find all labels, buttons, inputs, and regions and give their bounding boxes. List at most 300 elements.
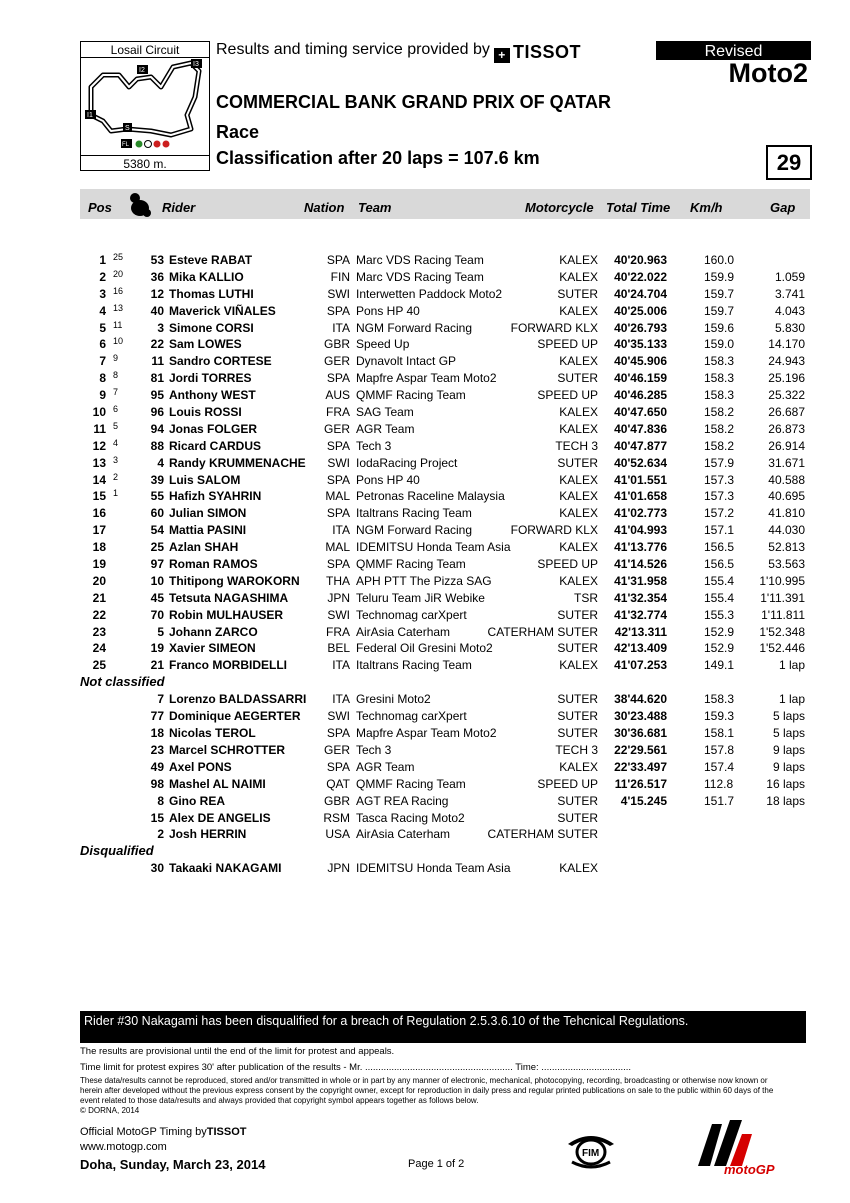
motorcycle-rider-icon (124, 189, 154, 219)
cell-pos: 15 (92, 489, 106, 504)
cell-name: Simone CORSI (169, 320, 254, 335)
cell-moto: SPEED UP (537, 337, 598, 352)
swiss-cross-icon: + (494, 48, 510, 63)
cell-time: 41'14.526 (614, 557, 667, 572)
cell-num: 5 (157, 624, 164, 639)
cell-gap: 3.741 (774, 286, 805, 301)
cell-kmh: 152.9 (704, 624, 735, 639)
cell-nat: ITA (332, 523, 350, 538)
cell-grid: 8 (113, 370, 119, 381)
cell-time: 41'13.776 (614, 540, 667, 555)
cell-moto: CATERHAM SUTER (487, 624, 598, 639)
cell-time: 41'32.774 (614, 607, 667, 622)
cell-name: Julian SIMON (169, 506, 247, 521)
cell-time: 42'13.409 (614, 641, 667, 656)
cell-grid: 13 (113, 302, 124, 313)
cell-name: Josh HERRIN (169, 827, 247, 842)
revised-badge: Revised (656, 41, 811, 60)
cell-name: Louis ROSSI (169, 405, 242, 420)
table-row (80, 776, 810, 793)
cell-kmh: 158.2 (704, 421, 735, 436)
cell-num: 19 (150, 641, 164, 656)
cell-moto: KALEX (559, 405, 598, 420)
cell-pos: 10 (92, 405, 106, 420)
cell-kmh: 156.5 (704, 540, 735, 555)
cell-nat: ITA (332, 320, 350, 335)
cell-name: Jordi TORRES (169, 371, 252, 386)
table-row (80, 286, 810, 303)
event-date: Doha, Sunday, March 23, 2014 (80, 1157, 266, 1172)
cell-kmh: 158.3 (704, 388, 735, 403)
cell-time: 40'24.704 (614, 286, 667, 301)
cell-gap: 14.170 (768, 337, 805, 352)
cell-num: 96 (150, 405, 164, 420)
cell-num: 7 (157, 692, 164, 707)
col-total-time: Total Time (606, 200, 671, 215)
sector-label-i3: I3 (193, 61, 199, 68)
timing-brand: TISSOT (206, 1126, 247, 1138)
table-row (80, 404, 810, 421)
start-label: S (125, 125, 130, 132)
cell-gap: 26.687 (768, 405, 805, 420)
results-table (80, 252, 810, 877)
table-row (80, 455, 810, 472)
cell-name: Esteve RABAT (169, 253, 253, 267)
cell-nat: SPA (326, 726, 350, 741)
cell-pos: 18 (92, 540, 106, 555)
cell-kmh: 157.1 (704, 523, 735, 538)
cell-nat: FRA (326, 624, 350, 639)
cell-kmh: 159.7 (704, 303, 735, 318)
cell-kmh: 155.4 (704, 573, 735, 588)
website-link[interactable]: www.motogp.com (80, 1141, 167, 1153)
cell-gap: 1'11.811 (761, 607, 805, 622)
cell-pos: 25 (92, 658, 106, 673)
tissot-logo: + TISSOT (494, 42, 581, 63)
cell-nat: ITA (332, 692, 350, 707)
cell-time: 40'26.793 (614, 320, 667, 335)
cell-team: Mapfre Aspar Team Moto2 (356, 726, 497, 741)
circuit-name: Losail Circuit (80, 41, 210, 58)
cell-name: Maverick VIÑALES (169, 303, 276, 318)
cell-team: Teluru Team JiR Webike (356, 590, 485, 605)
event-title: COMMERCIAL BANK GRAND PRIX OF QATAR (216, 92, 611, 112)
cell-nat: GBR (323, 793, 350, 808)
cell-name: Takaaki NAKAGAMI (169, 861, 282, 876)
document-number: 29 (766, 145, 812, 180)
cell-nat: BEL (327, 641, 350, 656)
cell-team: Interwetten Paddock Moto2 (356, 286, 503, 301)
cell-team: Federal Oil Gresini Moto2 (356, 641, 493, 656)
cell-nat: GBR (323, 337, 350, 352)
provisional-notice: The results are provisional until the end of the limit for protest and appeals. (80, 1046, 395, 1057)
cell-gap: 4.043 (774, 303, 805, 318)
cell-team: NGM Forward Racing (356, 523, 473, 538)
cell-nat: AUS (325, 388, 350, 403)
cell-pos: 16 (92, 506, 106, 521)
cell-grid: 10 (113, 336, 124, 347)
cell-nat: SWI (327, 286, 350, 301)
cell-moto: KALEX (559, 354, 598, 369)
cell-kmh: 159.6 (704, 320, 735, 335)
table-row (80, 353, 810, 370)
cell-grid: 4 (113, 437, 119, 448)
cell-time: 22'33.497 (614, 759, 667, 774)
cell-gap: 24.943 (768, 354, 805, 369)
table-row (80, 725, 810, 742)
cell-num: 11 (151, 354, 164, 369)
cell-pos: 9 (99, 388, 106, 403)
disqualified-heading-label: Disqualified (80, 843, 154, 859)
sector-label-i1: I1 (87, 112, 93, 119)
col-motorcycle: Motorcycle (525, 200, 594, 215)
cell-num: 21 (150, 658, 164, 673)
cell-moto: KALEX (559, 759, 598, 774)
cell-pos: 21 (92, 590, 106, 605)
cell-num: 55 (150, 489, 164, 504)
table-row (80, 759, 810, 776)
table-row (80, 607, 810, 624)
cell-time: 40'46.159 (614, 371, 667, 386)
cell-pos: 19 (92, 557, 106, 572)
cell-moto: KALEX (559, 489, 598, 504)
circuit-map-drawing (81, 57, 209, 155)
cell-nat: GER (323, 421, 350, 436)
cell-name: Marcel SCHROTTER (169, 742, 286, 757)
cell-pos: 24 (92, 641, 106, 656)
cell-grid: 16 (113, 285, 124, 296)
cell-num: 77 (150, 709, 164, 724)
cell-time: 30'36.681 (614, 726, 667, 741)
cell-team: QMMF Racing Team (356, 557, 466, 572)
cell-nat: JPN (327, 861, 350, 876)
table-row (80, 793, 810, 810)
cell-name: Johann ZARCO (169, 624, 258, 639)
cell-name: Roman RAMOS (169, 557, 258, 572)
cell-time: 11'26.517 (614, 776, 667, 791)
cell-gap: 1'11.391 (760, 590, 805, 605)
cell-kmh: 158.3 (704, 354, 735, 369)
cell-moto: KALEX (559, 658, 598, 673)
cell-nat: THA (326, 573, 350, 588)
cell-gap: 1.059 (774, 269, 805, 284)
cell-nat: GER (323, 354, 350, 369)
cell-gap: 52.813 (768, 540, 805, 555)
cell-name: Sandro CORTESE (169, 354, 272, 369)
cell-name: Robin MULHAUSER (169, 607, 283, 622)
cell-kmh: 156.5 (704, 557, 735, 572)
cell-time: 40'20.963 (614, 253, 667, 267)
col-pos: Pos (88, 200, 112, 215)
cell-moto: KALEX (559, 573, 598, 588)
cell-kmh: 160.0 (704, 253, 735, 267)
cell-name: Jonas FOLGER (169, 421, 258, 436)
cell-nat: JPN (327, 590, 350, 605)
cell-time: 41'32.354 (614, 590, 667, 605)
cell-pos: 13 (92, 455, 106, 470)
col-nation: Nation (304, 200, 345, 215)
cell-kmh: 158.2 (704, 405, 735, 420)
cell-num: 15 (150, 810, 164, 825)
sector-label-i2: I2 (139, 67, 145, 74)
cell-num: 60 (150, 506, 164, 521)
cell-team: Mapfre Aspar Team Moto2 (356, 371, 497, 386)
table-row (80, 370, 810, 387)
cell-team: Italtrans Racing Team (356, 658, 472, 673)
cell-team: AirAsia Caterham (356, 827, 451, 842)
cell-kmh: 157.4 (704, 759, 735, 774)
cell-nat: SWI (327, 607, 350, 622)
cell-gap: 41.810 (768, 506, 805, 521)
cell-moto: KALEX (559, 421, 598, 436)
cell-num: 98 (150, 776, 164, 791)
cell-moto: KALEX (559, 253, 598, 267)
copyright-notice (80, 1076, 780, 1116)
table-row (80, 624, 810, 641)
cell-moto: TECH 3 (555, 438, 598, 453)
cell-name: Gino REA (169, 793, 225, 808)
cell-pos: 17 (92, 523, 106, 538)
cell-gap: 25.322 (768, 388, 805, 403)
cell-moto: KALEX (559, 506, 598, 521)
cell-num: 36 (150, 269, 164, 284)
cell-moto: SPEED UP (537, 557, 598, 572)
table-row (80, 742, 810, 759)
cell-moto: SUTER (557, 371, 598, 386)
cell-time: 40'47.650 (614, 405, 667, 420)
cell-time: 41'01.551 (614, 472, 667, 487)
cell-pos: 3 (99, 286, 106, 301)
cell-kmh: 157.3 (704, 489, 735, 504)
cell-kmh: 152.9 (704, 641, 735, 656)
cell-grid: 1 (113, 488, 119, 499)
cell-moto: SUTER (557, 793, 598, 808)
cell-team: Technomag carXpert (356, 709, 467, 724)
cell-moto: SPEED UP (537, 776, 598, 791)
cell-pos: 6 (99, 337, 106, 352)
cell-time: 40'25.006 (614, 303, 667, 318)
cell-team: QMMF Racing Team (356, 776, 466, 791)
cell-grid: 3 (113, 454, 119, 465)
cell-moto: SUTER (557, 709, 598, 724)
table-row (80, 488, 810, 505)
cell-team: APH PTT The Pizza SAG (356, 573, 492, 588)
cell-num: 22 (150, 337, 164, 352)
circuit-length: 5380 m. (80, 155, 210, 171)
col-rider: Rider (162, 200, 196, 215)
cell-team: QMMF Racing Team (356, 388, 466, 403)
cell-time: 40'45.906 (614, 354, 667, 369)
finish-line-label: FL (122, 142, 130, 148)
cell-team: AGT REA Racing (356, 793, 449, 808)
cell-gap: 18 laps (766, 793, 805, 808)
results-column-header (80, 189, 810, 219)
cell-gap: 26.873 (768, 421, 805, 436)
cell-team: Gresini Moto2 (356, 692, 431, 707)
cell-gap: 1 lap (778, 658, 805, 673)
table-row (80, 505, 810, 522)
cell-pos: 22 (92, 607, 106, 622)
cell-team: AGR Team (356, 421, 415, 436)
cell-time: 40'47.877 (614, 438, 667, 453)
cell-num: 2 (157, 827, 164, 842)
col-kmh: Km/h (690, 200, 723, 215)
cell-name: Azlan SHAH (169, 540, 239, 555)
cell-num: 95 (150, 388, 164, 403)
cell-kmh: 159.9 (704, 269, 735, 284)
cell-gap: 1'52.446 (759, 641, 805, 656)
cell-time: 41'01.658 (614, 489, 667, 504)
cell-team: Pons HP 40 (356, 303, 420, 318)
cell-time: 40'35.133 (614, 337, 667, 352)
cell-name: Axel PONS (169, 759, 232, 774)
cell-kmh: 157.9 (704, 455, 735, 470)
cell-gap: 1'10.995 (759, 573, 805, 588)
table-row (80, 252, 810, 269)
table-row (80, 303, 810, 320)
cell-moto: FORWARD KLX (510, 320, 598, 335)
table-row (80, 573, 810, 590)
cell-team: NGM Forward Racing (356, 320, 473, 335)
cell-kmh: 157.2 (704, 506, 735, 521)
table-row (80, 438, 810, 455)
cell-grid: 20 (113, 268, 124, 279)
cell-nat: GER (323, 742, 350, 757)
cell-nat: SPA (326, 759, 350, 774)
cell-nat: SPA (326, 472, 350, 487)
cell-moto: SUTER (557, 692, 598, 707)
protest-notice: Time limit for protest expires 30' after publication of the results - Mr. ........................................................ Time: .................................. (80, 1062, 632, 1073)
cell-team: Petronas Raceline Malaysia (356, 489, 505, 504)
table-row (80, 387, 810, 404)
cell-grid: 5 (113, 420, 119, 431)
cell-team: Speed Up (356, 337, 410, 352)
cell-num: 81 (150, 371, 164, 386)
cell-name: Xavier SIMEON (169, 641, 256, 656)
not-classified-heading (80, 674, 810, 691)
cell-pos: 11 (93, 421, 106, 436)
cell-time: 41'31.958 (614, 573, 667, 588)
cell-team: IodaRacing Project (356, 455, 458, 470)
cell-moto: CATERHAM SUTER (487, 827, 598, 842)
cell-name: Randy KRUMMENACHE (169, 455, 306, 470)
cell-gap: 5 laps (772, 709, 805, 724)
cell-name: Mashel AL NAIMI (169, 776, 266, 791)
cell-moto: KALEX (559, 861, 598, 876)
cell-kmh: 157.3 (704, 472, 735, 487)
cell-moto: SUTER (557, 286, 598, 301)
cell-nat: FIN (330, 269, 350, 284)
cell-time: 38'44.620 (614, 692, 667, 707)
cell-grid: 25 (113, 252, 124, 262)
cell-moto: SUTER (557, 455, 598, 470)
cell-time: 40'52.634 (614, 455, 667, 470)
cell-num: 88 (150, 438, 164, 453)
cell-num: 8 (157, 793, 164, 808)
cell-kmh: 159.7 (704, 286, 735, 301)
cell-kmh: 159.3 (704, 709, 735, 724)
cell-kmh: 149.1 (704, 658, 735, 673)
cell-moto: SUTER (557, 641, 598, 656)
classification-title: Classification after 20 laps = 107.6 km (216, 148, 540, 168)
cell-team: Technomag carXpert (356, 607, 467, 622)
cell-name: Tetsuta NAGASHIMA (169, 590, 289, 605)
cell-gap: 25.196 (768, 371, 805, 386)
cell-num: 49 (150, 759, 164, 774)
cell-gap: 5 laps (772, 726, 805, 741)
cell-kmh: 155.3 (704, 607, 735, 622)
cell-pos: 20 (92, 573, 106, 588)
cell-kmh: 157.8 (704, 742, 735, 757)
cell-nat: SPA (326, 371, 350, 386)
cell-moto: FORWARD KLX (510, 523, 598, 538)
cell-moto: TECH 3 (555, 742, 598, 757)
not-classified-heading-label: Not classified (80, 674, 165, 690)
cell-team: Tech 3 (356, 742, 392, 757)
table-row (80, 421, 810, 438)
cell-team: IDEMITSU Honda Team Asia (356, 861, 511, 876)
cell-pos: 7 (99, 354, 106, 369)
table-row (80, 269, 810, 286)
cell-time: 41'07.253 (614, 658, 667, 673)
cell-moto: KALEX (559, 472, 598, 487)
cell-pos: 8 (99, 371, 106, 386)
cell-team: AGR Team (356, 759, 415, 774)
cell-nat: MAL (325, 489, 350, 504)
cell-team: Pons HP 40 (356, 472, 420, 487)
cell-gap: 16 laps (766, 776, 805, 791)
cell-num: 45 (150, 590, 164, 605)
table-row (80, 708, 810, 725)
cell-num: 3 (157, 320, 164, 335)
cell-time: 30'23.488 (614, 709, 667, 724)
cell-gap: 5.830 (774, 320, 805, 335)
table-row (80, 860, 810, 877)
col-gap: Gap (770, 200, 796, 215)
cell-pos: 5 (99, 320, 106, 335)
cell-grid: 7 (113, 387, 119, 398)
cell-num: 12 (150, 286, 164, 301)
cell-nat: SPA (326, 253, 350, 267)
cell-moto: TSR (574, 590, 598, 605)
timing-provider-text: Results and timing service provided by (216, 41, 490, 58)
table-row (80, 556, 810, 573)
cell-name: Mattia PASINI (169, 523, 247, 538)
cell-nat: ITA (332, 658, 350, 673)
cell-nat: QAT (326, 776, 350, 791)
cell-team: Marc VDS Racing Team (356, 269, 484, 284)
cell-kmh: 158.3 (704, 371, 735, 386)
cell-name: Luis SALOM (169, 472, 241, 487)
timing-prefix: Official MotoGP Timing by (80, 1126, 207, 1138)
cell-gap: 9 laps (772, 742, 805, 757)
cell-num: 10 (150, 573, 164, 588)
cell-kmh: 158.2 (704, 438, 735, 453)
cell-pos: 14 (92, 472, 106, 487)
cell-time: 40'47.836 (614, 421, 667, 436)
motogp-logo-text: motoGP (724, 1162, 775, 1177)
cell-kmh: 112.8 (704, 776, 734, 791)
cell-team: Tasca Racing Moto2 (356, 810, 465, 825)
cell-moto: KALEX (559, 269, 598, 284)
cell-name: Dominique AEGERTER (169, 709, 301, 724)
cell-name: Hafizh SYAHRIN (169, 489, 262, 504)
table-row (80, 691, 810, 708)
cell-team: Marc VDS Racing Team (356, 253, 484, 267)
cell-time: 4'15.245 (620, 793, 667, 808)
cell-num: 18 (150, 726, 164, 741)
cell-time: 40'22.022 (614, 269, 667, 284)
